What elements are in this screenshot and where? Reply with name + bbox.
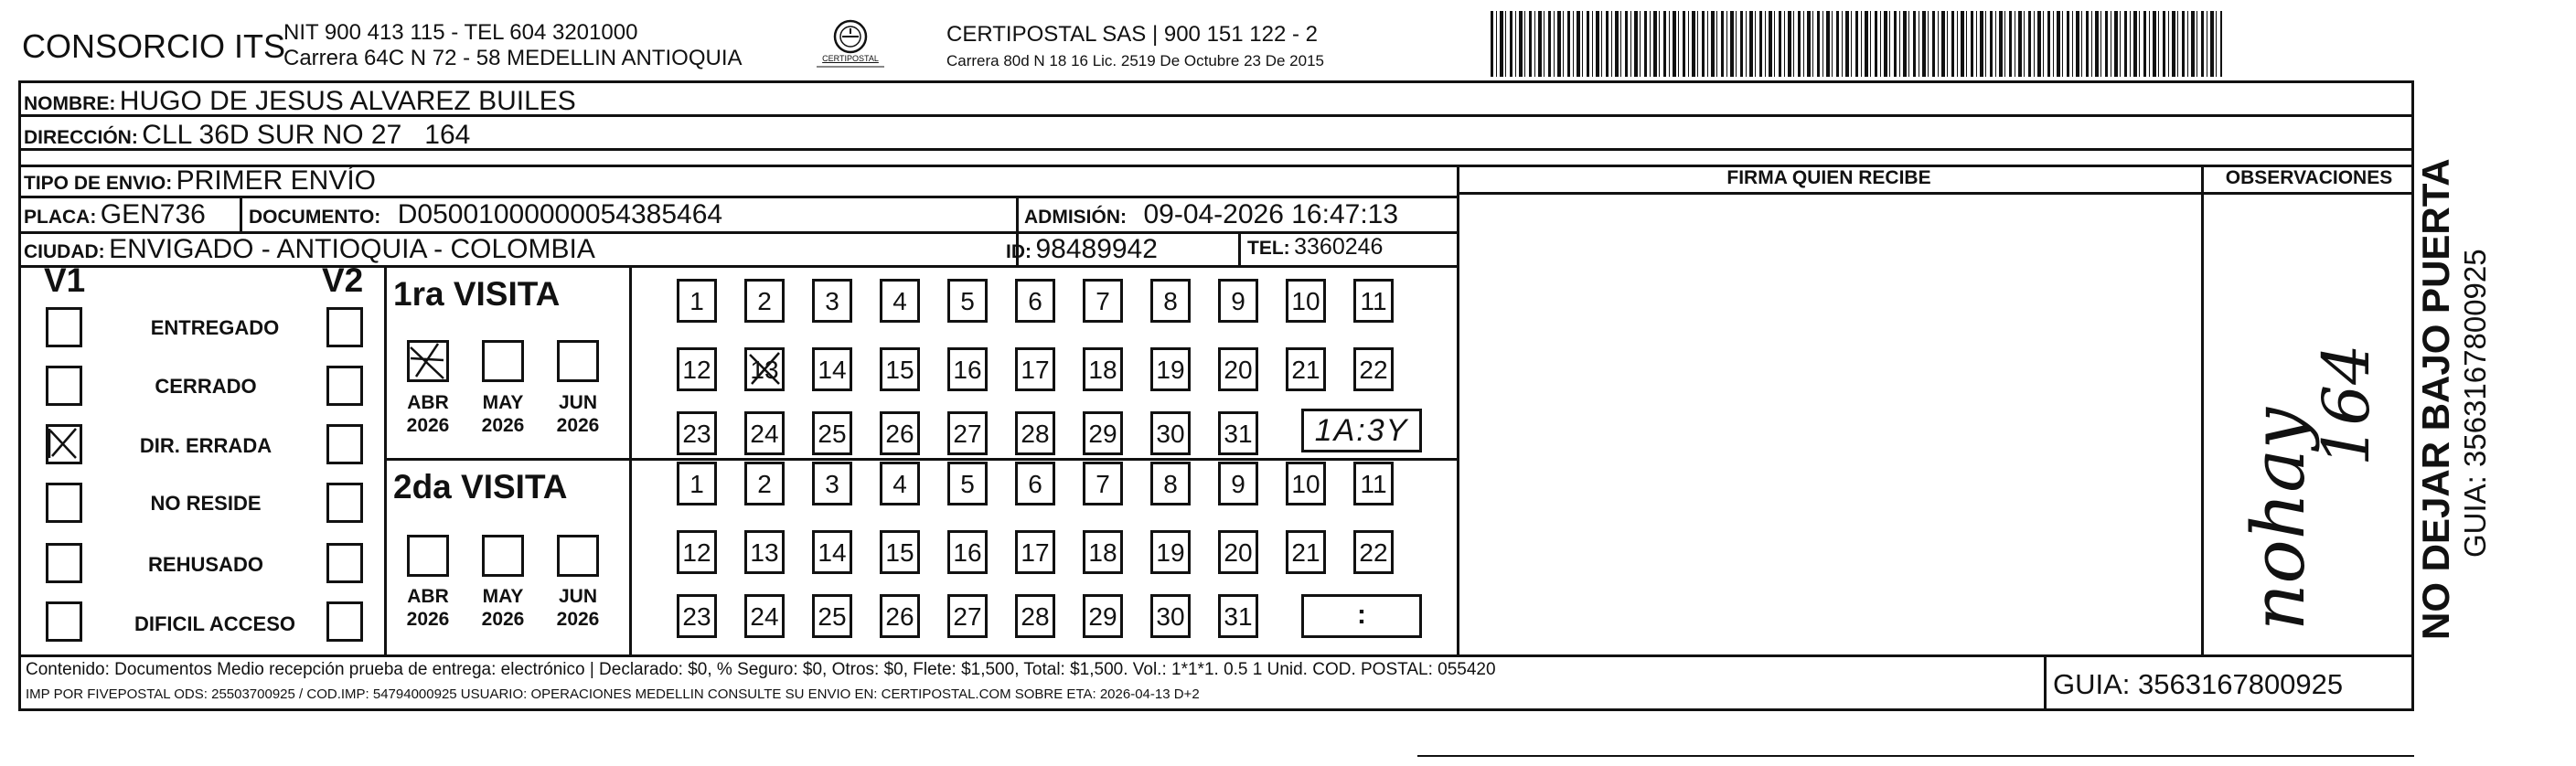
month-label: MAY [482, 586, 524, 607]
second-visit-day-23[interactable]: 23 [677, 594, 717, 638]
logo-text: CERTIPOSTAL [822, 54, 879, 63]
v1-no-reside-checkbox[interactable] [46, 483, 82, 523]
v2-dificil-acceso-checkbox[interactable] [326, 601, 363, 642]
status-dir-errada: DIR. ERRADA [139, 434, 273, 457]
year-label: 2026 [556, 609, 600, 630]
month-label: JUN [558, 586, 597, 607]
second-visit-day-2[interactable]: 2 [744, 462, 785, 505]
second-visit-day-27[interactable]: 27 [947, 594, 988, 638]
v1-rehusado-checkbox[interactable] [46, 543, 82, 583]
ciudad-value: ENVIGADO - ANTIOQUIA - COLOMBIA [109, 234, 595, 264]
id-value: 98489942 [1035, 234, 1158, 264]
month-label: ABR [407, 586, 449, 607]
second-month-abr-checkbox[interactable] [407, 535, 449, 577]
v1-dificil-acceso-checkbox[interactable] [46, 601, 82, 642]
second-visit-day-1[interactable]: 1 [677, 462, 717, 505]
first-visit-day-19[interactable]: 19 [1150, 347, 1191, 391]
second-month-jun-checkbox[interactable] [557, 535, 599, 577]
observaciones-note-2: 164 [2309, 344, 2384, 466]
first-month-may [471, 391, 535, 437]
observaciones-header: OBSERVACIONES [2225, 167, 2393, 188]
second-visit-title: 2da VISITA [393, 468, 568, 505]
first-visit-day-28[interactable]: 28 [1015, 411, 1055, 455]
status-cerrado: CERRADO [155, 375, 257, 398]
nombre-label: NOMBRE: [24, 93, 116, 114]
documento-row [249, 199, 722, 230]
id-label: ID: [1006, 241, 1031, 262]
v2-no-reside-checkbox[interactable] [326, 483, 363, 523]
company-address: Carrera 64C N 72 - 58 MEDELLIN ANTIOQUIA [283, 46, 743, 70]
second-month-jun [546, 585, 610, 631]
check-mark-icon [744, 347, 785, 391]
first-visit-day-12[interactable]: 12 [677, 347, 717, 391]
v2-cerrado-checkbox[interactable] [326, 366, 363, 406]
first-visit-day-7[interactable]: 7 [1083, 279, 1123, 323]
first-month-abr [396, 391, 460, 437]
year-label: 2026 [481, 415, 525, 436]
v1-header: V1 [44, 261, 86, 299]
footer-contenido: Contenido: Documentos Medio recepción prueba de entrega: electrónico | Declarado: $0, % Seguro: $0, Otros: $0, Flete: $1,500, Total: $1,500. Vol.: 1*1*1. 0.5 1 Unid. COD. POSTAL: 055420 [26, 660, 1496, 679]
year-label: 2026 [406, 609, 450, 630]
second-visit-day-19[interactable]: 19 [1150, 530, 1191, 574]
first-visit-day-11[interactable]: 11 [1353, 279, 1394, 323]
year-label: 2026 [406, 415, 450, 436]
second-visit-day-9[interactable]: 9 [1218, 462, 1258, 505]
tipo-label: TIPO DE ENVIO: [24, 173, 173, 194]
first-visit-day-10[interactable]: 10 [1286, 279, 1326, 323]
first-month-abr-checkbox[interactable] [407, 340, 449, 382]
documento-label: DOCUMENTO: [249, 207, 381, 228]
second-visit-day-18[interactable]: 18 [1083, 530, 1123, 574]
check-mark-icon [47, 425, 80, 462]
placa-row [24, 199, 206, 230]
side-warning: NO DEJAR BAJO PUERTA [2414, 158, 2457, 640]
second-visit-day-7[interactable]: 7 [1083, 462, 1123, 505]
direccion-row [24, 120, 470, 151]
first-visit-day-30[interactable]: 30 [1150, 411, 1191, 455]
second-visit-day-21[interactable]: 21 [1286, 530, 1326, 574]
v2-entregado-checkbox[interactable] [326, 307, 363, 347]
second-visit-day-22[interactable]: 22 [1353, 530, 1394, 574]
second-visit-day-20[interactable]: 20 [1218, 530, 1258, 574]
first-visit-day-27[interactable]: 27 [947, 411, 988, 455]
status-entregado: ENTREGADO [150, 316, 280, 339]
second-visit-day-17[interactable]: 17 [1015, 530, 1055, 574]
first-visit-day-16[interactable]: 16 [947, 347, 988, 391]
first-visit-day-18[interactable]: 18 [1083, 347, 1123, 391]
status-no-reside: NO RESIDE [150, 492, 262, 515]
tel-row [1247, 234, 1383, 261]
barcode [1491, 11, 2222, 77]
first-visit-day-20[interactable]: 20 [1218, 347, 1258, 391]
second-visit-day-8[interactable]: 8 [1150, 462, 1191, 505]
first-visit-day-14[interactable]: 14 [812, 347, 852, 391]
company-nit-phone: NIT 900 413 115 - TEL 604 3201000 [283, 20, 638, 45]
first-visit-day-13[interactable]: 13 [744, 347, 785, 391]
first-visit-day-4[interactable]: 4 [880, 279, 920, 323]
v2-header: V2 [322, 261, 364, 299]
second-visit-day-24[interactable]: 24 [744, 594, 785, 638]
first-visit-day-15[interactable]: 15 [880, 347, 920, 391]
month-label: ABR [407, 392, 449, 413]
second-visit-day-26[interactable]: 26 [880, 594, 920, 638]
firma-header: FIRMA QUIEN RECIBE [1726, 167, 1931, 188]
placa-label: PLACA: [24, 207, 97, 228]
first-visit-title: 1ra VISITA [393, 275, 561, 313]
tel-value: 3360246 [1294, 234, 1384, 260]
second-visit-day-3[interactable]: 3 [812, 462, 852, 505]
second-visit-day-29[interactable]: 29 [1083, 594, 1123, 638]
certipostal-logo [809, 16, 892, 73]
status-rehusado: REHUSADO [148, 553, 263, 576]
observaciones-note-1: nohay [2236, 407, 2321, 631]
ciudad-label: CIUDAD: [24, 241, 105, 262]
first-visit-day-6[interactable]: 6 [1015, 279, 1055, 323]
second-visit-day-13[interactable]: 13 [744, 530, 785, 574]
first-month-may-checkbox[interactable] [482, 340, 524, 382]
first-visit-day-5[interactable]: 5 [947, 279, 988, 323]
footer-guia: GUIA: 3563167800925 [2053, 668, 2344, 700]
v1-dir-errada-checkbox[interactable] [46, 424, 82, 464]
tipo-row [24, 165, 376, 197]
side-guia: GUIA: 3563167800925 [2458, 249, 2492, 558]
admision-label: ADMISIÓN: [1024, 207, 1127, 228]
nombre-value: HUGO DE JESUS ALVAREZ BUILES [119, 86, 576, 116]
company-name: CONSORCIO ITS [22, 27, 286, 65]
status-dificil-acceso: DIFICIL ACCESO [134, 612, 295, 635]
nombre-row [24, 86, 576, 117]
id-row [1006, 234, 1158, 265]
second-visit-day-30[interactable]: 30 [1150, 594, 1191, 638]
second-visit-day-4[interactable]: 4 [880, 462, 920, 505]
second-visit-day-11[interactable]: 11 [1353, 462, 1394, 505]
first-visit-day-3[interactable]: 3 [812, 279, 852, 323]
first-month-jun [546, 391, 610, 437]
second-visit-day-15[interactable]: 15 [880, 530, 920, 574]
first-visit-day-31[interactable]: 31 [1218, 411, 1258, 455]
v2-rehusado-checkbox[interactable] [326, 543, 363, 583]
second-month-abr [396, 585, 460, 631]
second-month-may [471, 585, 535, 631]
second-visit-day-28[interactable]: 28 [1015, 594, 1055, 638]
first-visit-day-24[interactable]: 24 [744, 411, 785, 455]
first-visit-day-2[interactable]: 2 [744, 279, 785, 323]
check-mark-icon [407, 340, 449, 382]
v1-entregado-checkbox[interactable] [46, 307, 82, 347]
year-label: 2026 [481, 609, 525, 630]
direccion-value: CLL 36D SUR NO 27 164 [142, 120, 471, 150]
first-visit-day-23[interactable]: 23 [677, 411, 717, 455]
footer-imp: IMP POR FIVEPOSTAL ODS: 25503700925 / COD.IMP: 54794000925 USUARIO: OPERACIONES MEDELLIN CONSULTE SU ENVIO EN: CERTIPOSTAL.COM SOBRE ETA: 2026-04-13 D+2 [26, 686, 1200, 702]
admision-value: 09-04-2026 16:47:13 [1143, 199, 1399, 229]
first-visit-day-8[interactable]: 8 [1150, 279, 1191, 323]
month-label: JUN [558, 392, 597, 413]
admision-row [1024, 199, 1398, 230]
second-visit-day-31[interactable]: 31 [1218, 594, 1258, 638]
first-month-jun-checkbox[interactable] [557, 340, 599, 382]
first-visit-day-26[interactable]: 26 [880, 411, 920, 455]
second-visit-time[interactable]: : [1301, 594, 1422, 638]
direccion-label: DIRECCIÓN: [24, 127, 138, 148]
ciudad-row [24, 234, 595, 265]
second-visit-day-10[interactable]: 10 [1286, 462, 1326, 505]
v2-dir-errada-checkbox[interactable] [326, 424, 363, 464]
first-visit-day-25[interactable]: 25 [812, 411, 852, 455]
second-visit-day-5[interactable]: 5 [947, 462, 988, 505]
second-visit-day-14[interactable]: 14 [812, 530, 852, 574]
year-label: 2026 [556, 415, 600, 436]
second-visit-day-6[interactable]: 6 [1015, 462, 1055, 505]
month-label: MAY [482, 392, 524, 413]
tipo-value: PRIMER ENVÍO [176, 165, 377, 196]
first-visit-day-17[interactable]: 17 [1015, 347, 1055, 391]
first-visit-time[interactable]: 1A:3Y [1301, 409, 1422, 452]
courier-license: Carrera 80d N 18 16 Lic. 2519 De Octubre 23 De 2015 [946, 52, 1324, 69]
second-visit-day-16[interactable]: 16 [947, 530, 988, 574]
first-visit-day-9[interactable]: 9 [1218, 279, 1258, 323]
second-visit-day-12[interactable]: 12 [677, 530, 717, 574]
courier-name: CERTIPOSTAL SAS | 900 151 122 - 2 [946, 22, 1318, 47]
first-visit-day-29[interactable]: 29 [1083, 411, 1123, 455]
first-visit-day-21[interactable]: 21 [1286, 347, 1326, 391]
v1-cerrado-checkbox[interactable] [46, 366, 82, 406]
second-month-may-checkbox[interactable] [482, 535, 524, 577]
tel-label: TEL: [1247, 238, 1290, 259]
placa-value: GEN736 [100, 199, 206, 229]
first-visit-day-22[interactable]: 22 [1353, 347, 1394, 391]
second-visit-day-25[interactable]: 25 [812, 594, 852, 638]
documento-value: D05001000000054385464 [397, 199, 723, 229]
first-visit-day-1[interactable]: 1 [677, 279, 717, 323]
